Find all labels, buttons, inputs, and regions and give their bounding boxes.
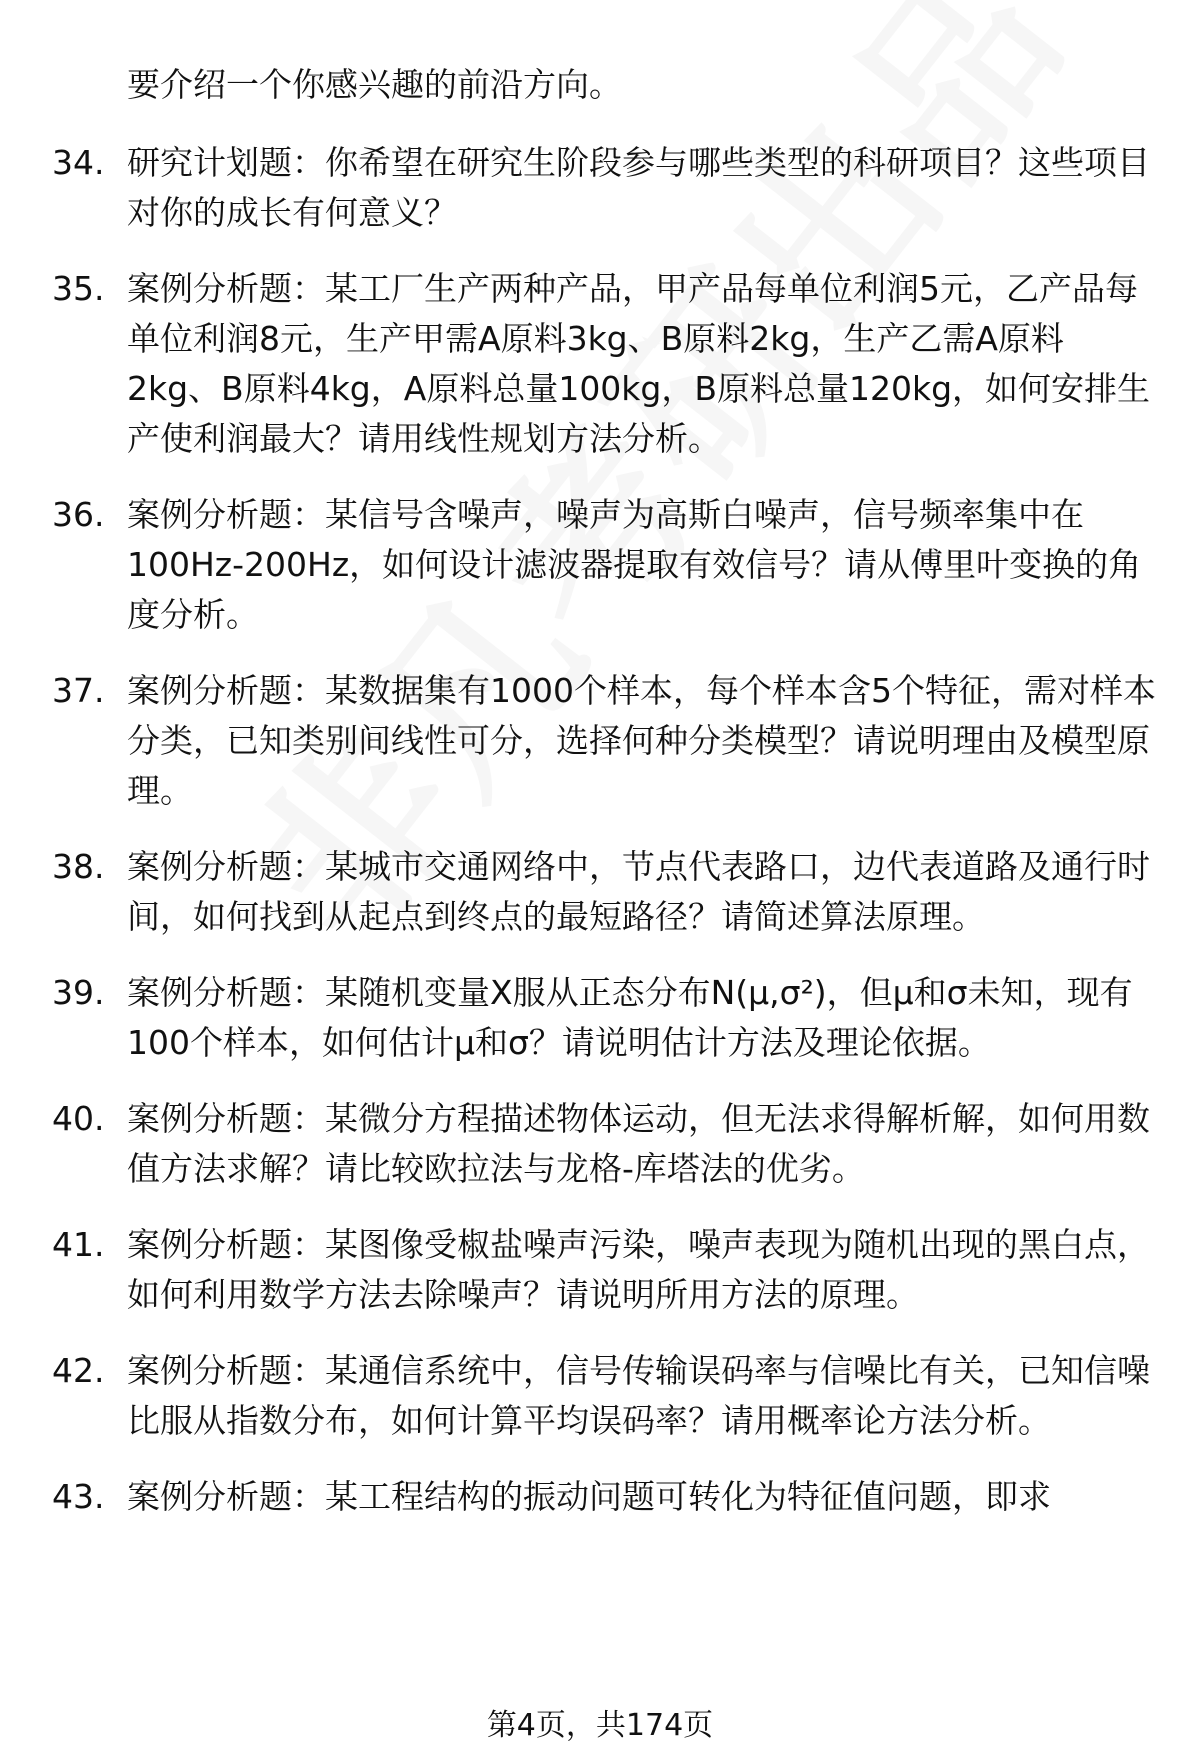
question-text: 案例分析题：某工厂生产两种产品，甲产品每单位利润5元，乙产品每单位利润8元，生产甲需A原料3kg、B原料2kg，生产乙需A原料2kg、B原料4kg，A原料总量100kg，B原料总量120kg，如何安排生产使利润最大？请用线性规划方法分析。 [127, 269, 1151, 458]
question-number: 42. [52, 1351, 105, 1390]
question-text: 案例分析题：某随机变量X服从正态分布N(μ,σ²)，但μ和σ未知，现有100个样本，如何估计μ和σ？请说明估计方法及理论依据。 [127, 973, 1133, 1062]
question-number: 34. [52, 143, 105, 182]
question-number: 40. [52, 1099, 105, 1138]
question-text: 案例分析题：某城市交通网络中，节点代表路口，边代表道路及通行时间，如何找到从起点到终点的最短路径？请简述算法原理。 [127, 847, 1150, 936]
question-item [52, 1220, 1160, 1320]
question-text: 案例分析题：某信号含噪声，噪声为高斯白噪声，信号频率集中在100Hz-200Hz，如何设计滤波器提取有效信号？请从傅里叶变换的角度分析。 [127, 495, 1142, 634]
question-item [52, 138, 1160, 238]
question-text: 研究计划题：你希望在研究生阶段参与哪些类型的科研项目？这些项目对你的成长有何意义？ [127, 143, 1150, 232]
question-item [52, 666, 1160, 816]
question-number: 43. [52, 1477, 105, 1516]
question-item [52, 1472, 1160, 1520]
question-text: 案例分析题：某通信系统中，信号传输误码率与信噪比有关，已知信噪比服从指数分布，如何计算平均误码率？请用概率论方法分析。 [127, 1351, 1150, 1440]
continuation-text: 要介绍一个你感兴趣的前沿方向。 [127, 65, 622, 104]
question-item [52, 842, 1160, 942]
question-text: 案例分析题：某工程结构的振动问题可转化为特征值问题，即求 [127, 1477, 1051, 1516]
question-item [52, 1346, 1160, 1446]
question-number: 41. [52, 1225, 105, 1264]
question-text: 案例分析题：某数据集有1000个样本，每个样本含5个特征，需对样本分类，已知类别间线性可分，选择何种分类模型？请说明理由及模型原理。 [127, 671, 1156, 810]
question-number: 39. [52, 973, 105, 1012]
question-text: 案例分析题：某图像受椒盐噪声污染，噪声表现为随机出现的黑白点，如何利用数学方法去除噪声？请说明所用方法的原理。 [127, 1225, 1150, 1314]
question-item [52, 490, 1160, 640]
page-footer: 第4页，共174页 [486, 1708, 714, 1743]
question-number: 38. [52, 847, 105, 886]
question-item [52, 1094, 1160, 1194]
question-list [52, 138, 1160, 1520]
question-item [52, 968, 1160, 1068]
question-number: 35. [52, 269, 105, 308]
question-text: 案例分析题：某微分方程描述物体运动，但无法求得解析解，如何用数值方法求解？请比较欧拉法与龙格-库塔法的优劣。 [127, 1099, 1150, 1188]
question-number: 36. [52, 495, 105, 534]
question-number: 37. [52, 671, 105, 710]
question-item [52, 264, 1160, 464]
